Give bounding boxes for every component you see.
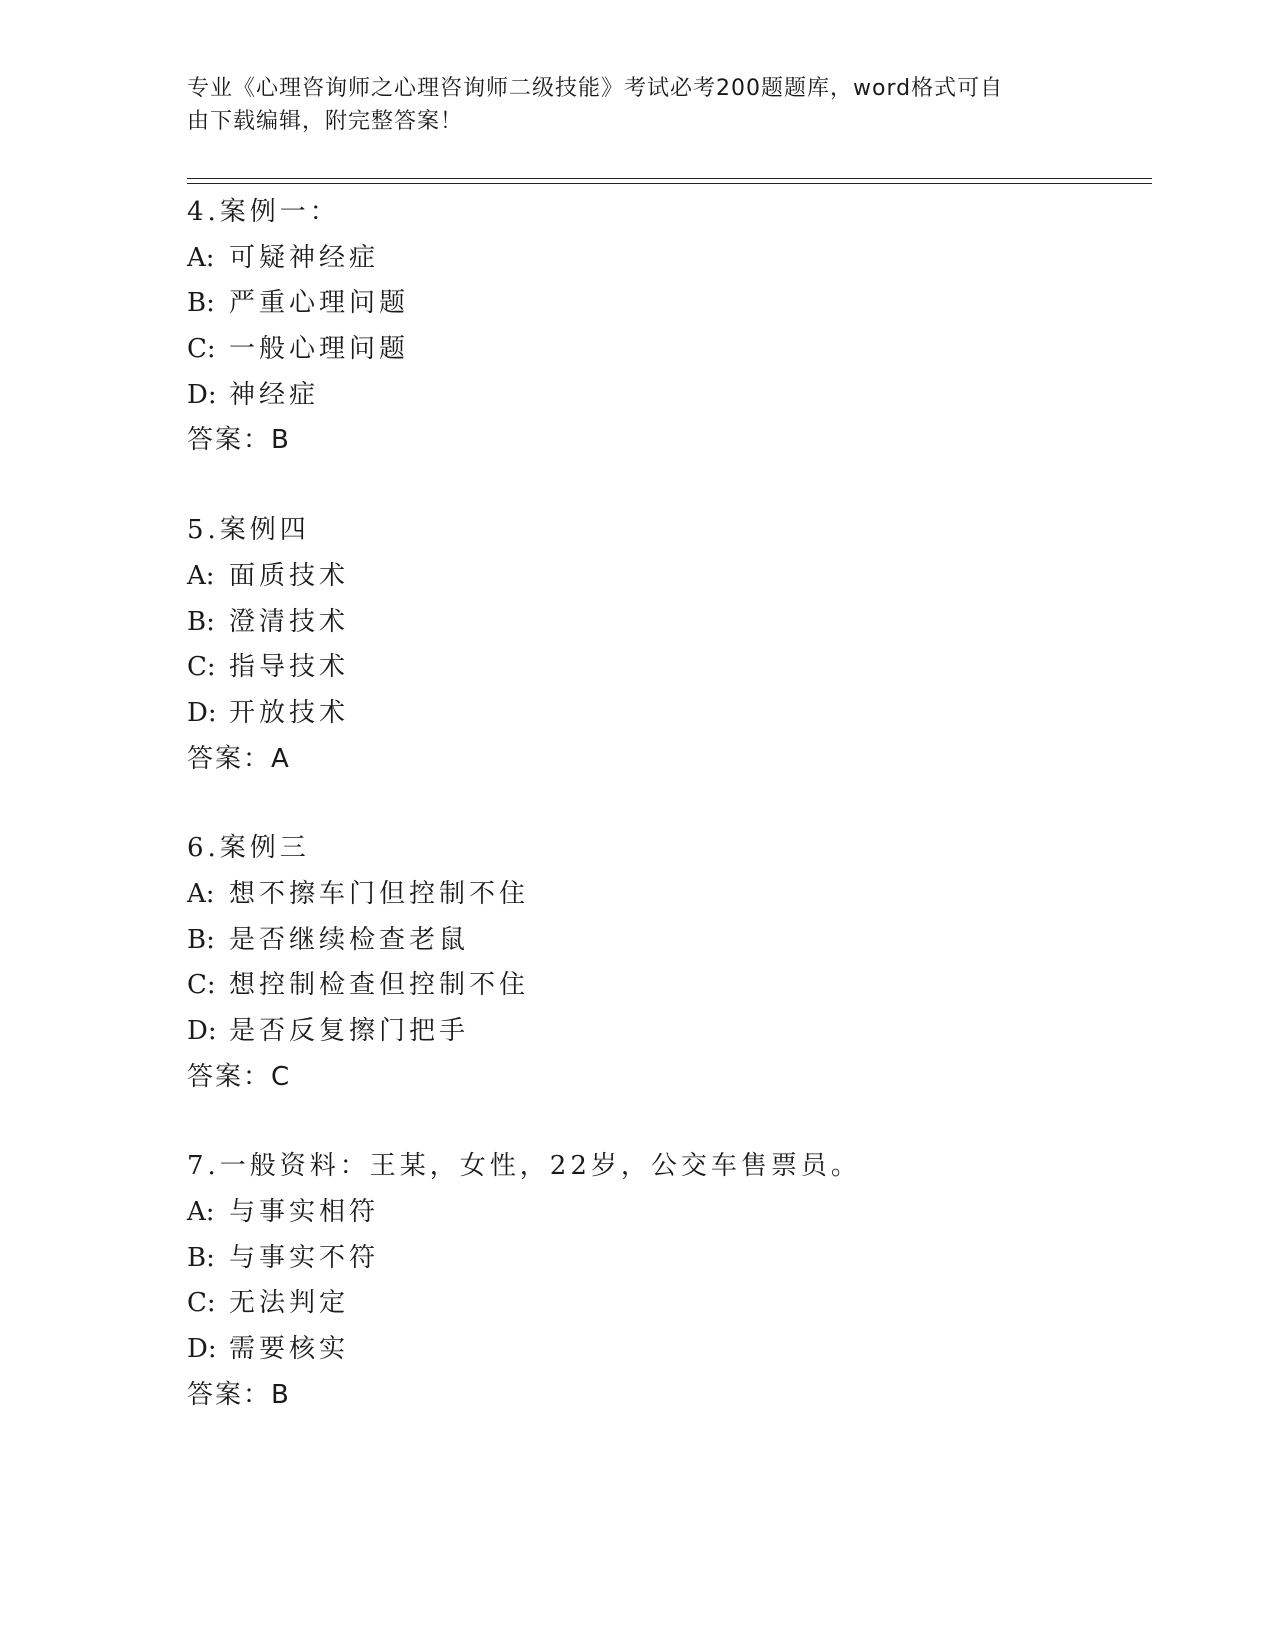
option-b	[187, 281, 1147, 327]
option-letter: D:	[187, 1334, 217, 1365]
option-letter: A:	[187, 242, 215, 273]
option-c	[187, 963, 1147, 1009]
option-b	[187, 918, 1147, 964]
option-b	[187, 600, 1147, 646]
question-stem: 6.案例三	[187, 833, 310, 864]
option-text: 指导技术	[229, 652, 350, 683]
option-text: 是否反复擦门把手	[229, 1016, 470, 1046]
option-letter: B:	[187, 1242, 215, 1273]
answer-line: 答案：C	[187, 1061, 292, 1092]
document-header	[187, 72, 1067, 138]
option-d	[187, 1009, 1147, 1055]
option-c	[187, 1281, 1147, 1327]
header-divider-top	[187, 178, 1152, 179]
option-text: 面质技术	[229, 560, 350, 591]
option-text: 与事实相符	[229, 1197, 380, 1228]
header-line-2: 由下载编辑，附完整答案！	[187, 109, 464, 134]
option-letter: A:	[187, 1197, 215, 1228]
option-letter: C:	[187, 1288, 216, 1319]
question-5	[187, 508, 1147, 782]
question-stem: 4.案例一：	[187, 197, 340, 227]
option-text: 一般心理问题	[229, 334, 410, 365]
question-4	[187, 190, 1147, 464]
option-text: 需要核实	[229, 1334, 350, 1365]
option-letter: C:	[187, 334, 216, 365]
option-text: 开放技术	[229, 697, 350, 728]
option-a	[187, 872, 1147, 918]
header-divider-bottom	[187, 183, 1152, 184]
option-a	[187, 236, 1147, 282]
option-c	[187, 327, 1147, 373]
question-list	[187, 190, 1147, 1463]
option-letter: D:	[187, 1016, 217, 1046]
option-text: 严重心理问题	[229, 288, 410, 319]
option-text: 想控制检查但控制不住	[229, 970, 530, 1001]
header-line-1: 专业《心理咨询师之心理咨询师二级技能》考试必考200题题库，word格式可自	[187, 76, 1004, 101]
question-7	[187, 1144, 1147, 1418]
option-letter: B:	[187, 606, 215, 637]
option-text: 澄清技术	[229, 606, 350, 637]
option-a	[187, 1190, 1147, 1236]
option-letter: A:	[187, 878, 215, 909]
option-letter: A:	[187, 560, 215, 591]
option-letter: C:	[187, 970, 216, 1001]
option-letter: B:	[187, 924, 215, 955]
option-text: 是否继续检查老鼠	[229, 924, 470, 955]
option-d	[187, 373, 1147, 419]
option-letter: C:	[187, 652, 216, 683]
answer-line: 答案：B	[187, 425, 291, 456]
option-d	[187, 691, 1147, 737]
option-c	[187, 645, 1147, 691]
option-text: 与事实不符	[229, 1242, 380, 1273]
option-text: 无法判定	[229, 1288, 350, 1319]
option-b	[187, 1236, 1147, 1282]
question-stem: 7.一般资料：王某，女性，22岁，公交车售票员。	[187, 1151, 861, 1182]
answer-line: 答案：A	[187, 743, 291, 774]
option-text: 想不擦车门但控制不住	[229, 878, 530, 909]
option-text: 神经症	[229, 379, 320, 410]
question-6	[187, 826, 1147, 1100]
option-text: 可疑神经症	[229, 242, 380, 273]
option-letter: D:	[187, 379, 217, 410]
option-letter: D:	[187, 697, 217, 728]
question-stem: 5.案例四	[187, 515, 310, 546]
option-letter: B:	[187, 288, 215, 319]
option-d	[187, 1327, 1147, 1373]
answer-line: 答案：B	[187, 1379, 291, 1410]
option-a	[187, 554, 1147, 600]
